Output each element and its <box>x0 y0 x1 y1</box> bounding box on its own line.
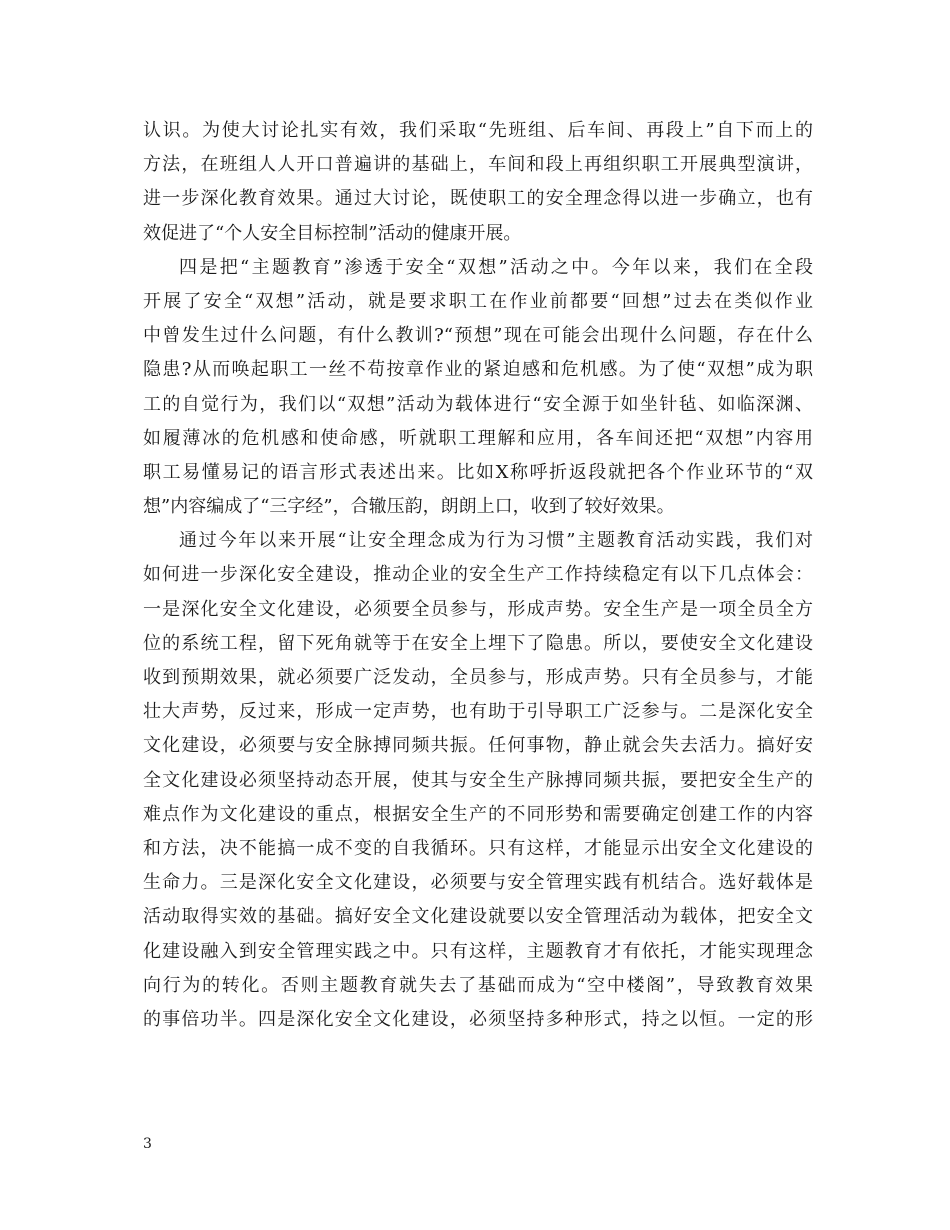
text-line: 开展了安全“双想”活动，就是要求职工在作业前都要“回想”过去在类似作业 <box>143 290 813 312</box>
text-line: 如何进一步深化安全建设，推动企业的安全生产工作持续稳定有以下几点体会： <box>143 564 813 586</box>
text-line: 如履薄冰的危机感和使命感，听就职工理解和应用，各车间还把“双想”内容用 <box>143 427 813 449</box>
text-line: 和方法，决不能搞一成不变的自我循环。只有这样，才能显示出安全文化建设的 <box>143 837 813 859</box>
paragraph-start-line: 通过今年以来开展“让安全理念成为行为习惯”主题教育活动实践，我们对 <box>179 530 813 552</box>
text-line: 难点作为文化建设的重点，根据安全生产的不同形势和需要确定创建工作的内容 <box>143 803 813 825</box>
text-line: 生命力。三是深化安全文化建设，必须要与安全管理实践有机结合。选好载体是 <box>143 872 813 894</box>
text-line: 方法，在班组人人开口普遍讲的基础上，车间和段上再组织职工开展典型演讲， <box>143 154 813 176</box>
text-line: 全文化建设必须坚持动态开展，使其与安全生产脉搏同频共振，要把安全生产的 <box>143 769 813 791</box>
paragraph-start-line: 四是把“主题教育”渗透于安全“双想”活动之中。今年以来，我们在全段 <box>179 256 813 278</box>
text-line: 中曾发生过什么问题，有什么教训?“预想”现在可能会出现什么问题，存在什么 <box>143 325 813 347</box>
text-line: 隐患?从而唤起职工一丝不苟按章作业的紧迫感和危机感。为了使“双想”成为职 <box>143 359 813 381</box>
text-line: 工的自觉行为，我们以“双想”活动为载体进行“安全源于如坐针毡、如临深渊、 <box>143 393 813 415</box>
text-line: 认识。为使大讨论扎实有效，我们采取“先班组、后车间、再段上”自下而上的 <box>143 120 813 141</box>
text-line: 职工易懂易记的语言形式表述出来。比如X称呼折返段就把各个作业环节的“双 <box>143 461 813 483</box>
text-line: 活动取得实效的基础。搞好安全文化建设就要以安全管理活动为载体，把安全文 <box>143 906 813 928</box>
text-line: 文化建设，必须要与安全脉搏同频共振。任何事物，静止就会失去活力。搞好安 <box>143 735 813 757</box>
page-number: 3 <box>143 1136 152 1152</box>
text-line: 的事倍功半。四是深化安全文化建设，必须坚持多种形式，持之以恒。一定的形 <box>143 1008 813 1030</box>
document-body <box>143 114 813 1037</box>
text-line: 进一步深化教育效果。通过大讨论，既使职工的安全理念得以进一步确立，也有 <box>143 188 813 210</box>
text-line: 向行为的转化。否则主题教育就失去了基础而成为“空中楼阁”，导致教育效果 <box>143 974 813 996</box>
text-line: 位的系统工程，留下死角就等于在安全上埋下了隐患。所以，要使安全文化建设 <box>143 632 813 654</box>
text-line: 效促进了“个人安全目标控制”活动的健康开展。 <box>143 222 522 244</box>
text-line: 化建设融入到安全管理实践之中。只有这样，主题教育才有依托，才能实现理念 <box>143 940 813 962</box>
text-line: 壮大声势，反过来，形成一定声势，也有助于引导职工广泛参与。二是深化安全 <box>143 701 813 723</box>
text-line: 一是深化安全文化建设，必须要全员参与，形成声势。安全生产是一项全员全方 <box>143 598 813 620</box>
text-line: 想”内容编成了“三字经”，合辙压韵，朗朗上口，收到了较好效果。 <box>143 496 675 518</box>
text-line: 收到预期效果，就必须要广泛发动，全员参与，形成声势。只有全员参与，才能 <box>143 667 813 688</box>
